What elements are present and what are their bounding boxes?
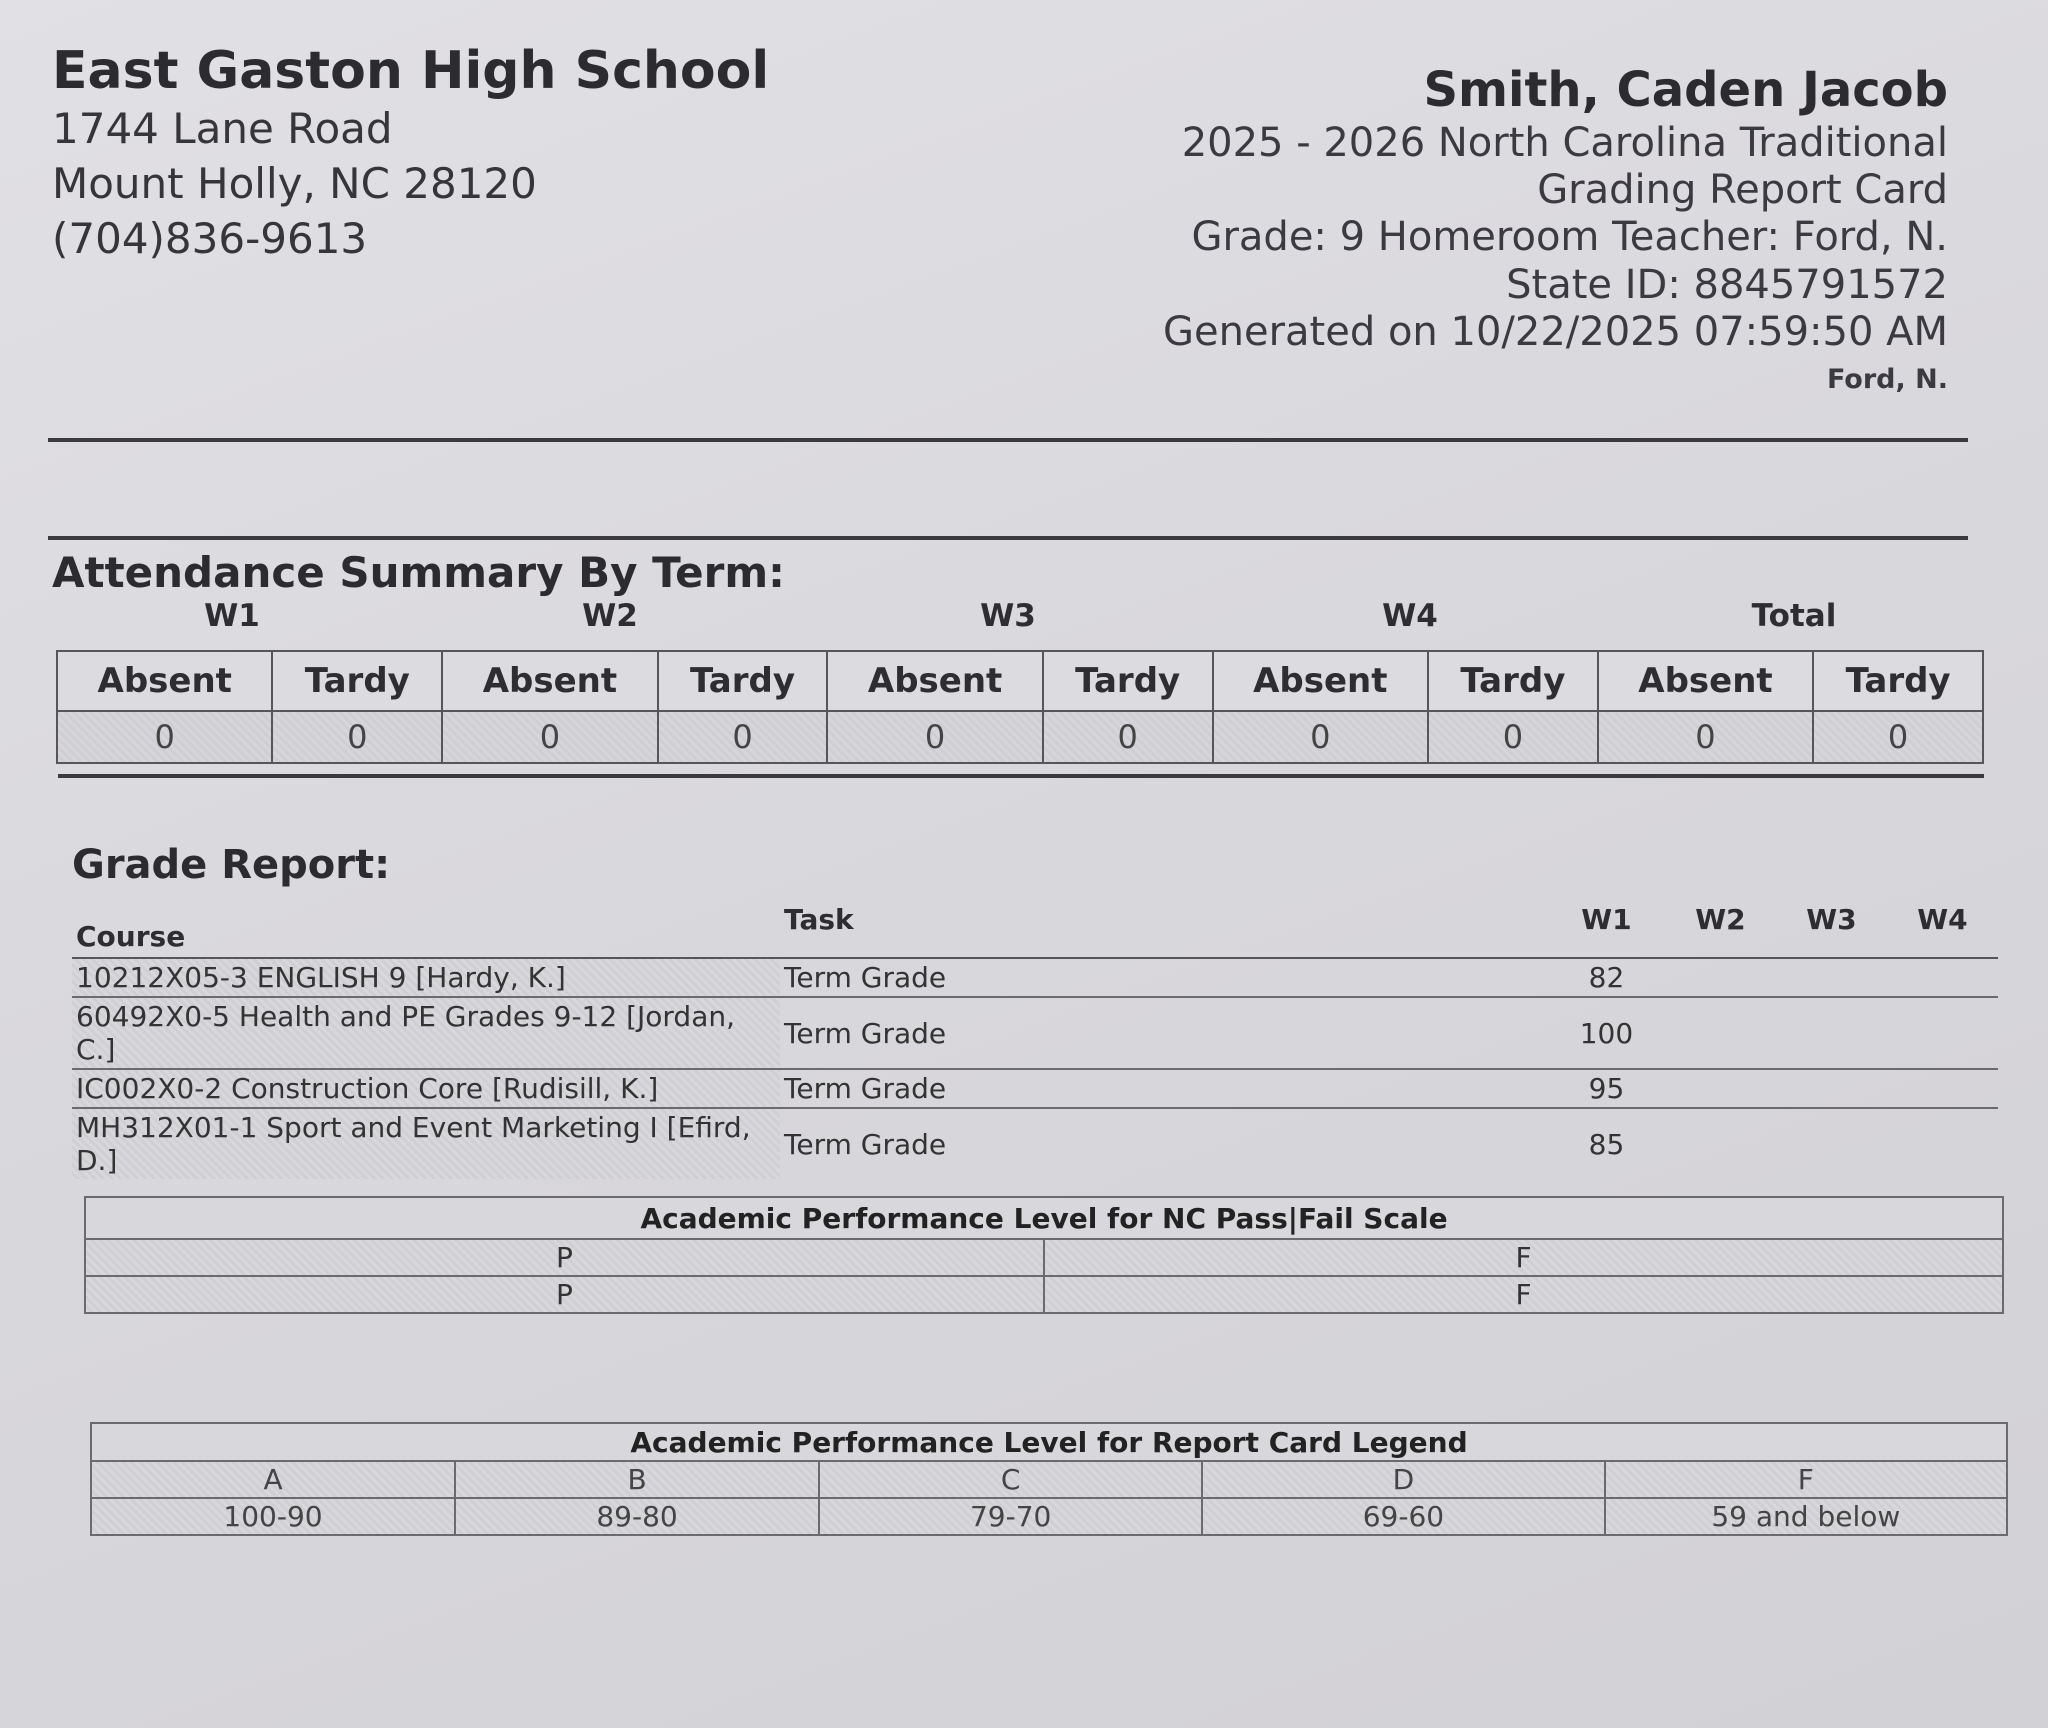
attendance-title: Attendance Summary By Term: xyxy=(52,548,785,597)
absent-header: Absent xyxy=(442,651,657,711)
tardy-value: 0 xyxy=(1428,711,1598,763)
teacher-name: Ford, N. xyxy=(1826,363,1948,395)
w3-header: W3 xyxy=(1776,882,1887,958)
term-header: W3 xyxy=(980,598,1036,634)
school-city: Mount Holly, NC 28120 xyxy=(52,158,537,208)
school-address: 1744 Lane Road xyxy=(52,104,393,154)
legend-letter: D xyxy=(1202,1461,1604,1498)
tardy-header: Tardy xyxy=(272,651,442,711)
w3-grade xyxy=(1776,1069,1887,1108)
absent-header: Absent xyxy=(1213,651,1428,711)
term-header: Total xyxy=(1751,598,1837,634)
school-phone: (704)836-9613 xyxy=(52,213,368,263)
school-name: East Gaston High School xyxy=(52,41,770,101)
term-header: W2 xyxy=(582,598,638,634)
absent-value: 0 xyxy=(1213,711,1428,763)
w1-grade: 82 xyxy=(1548,958,1665,997)
term-header: W1 xyxy=(204,598,260,634)
grade-report-title: Grade Report: xyxy=(72,842,391,888)
legend-letter: A xyxy=(91,1461,455,1498)
task-header: Task xyxy=(780,882,1548,958)
absent-header: Absent xyxy=(57,651,272,711)
w2-grade xyxy=(1665,997,1776,1069)
absent-value: 0 xyxy=(442,711,657,763)
state-id: State ID: 8845791572 xyxy=(1506,261,1948,308)
course-header: Course xyxy=(72,882,780,958)
grade-legend-table xyxy=(90,1422,2008,1536)
legend-range: 59 and below xyxy=(1605,1498,2007,1535)
w3-grade xyxy=(1776,1108,1887,1179)
w4-grade xyxy=(1887,1069,1998,1108)
tardy-value: 0 xyxy=(1043,711,1213,763)
tardy-header: Tardy xyxy=(1428,651,1598,711)
legend-letter: B xyxy=(455,1461,819,1498)
divider xyxy=(48,536,1968,540)
course-cell: 60492X0-5 Health and PE Grades 9-12 [Jordan, C.] xyxy=(72,997,780,1069)
tardy-header: Tardy xyxy=(1813,651,1983,711)
table-row xyxy=(72,958,1998,997)
w2-header: W2 xyxy=(1665,882,1776,958)
tardy-value: 0 xyxy=(272,711,442,763)
school-header xyxy=(52,40,769,266)
student-header xyxy=(1163,60,1948,395)
absent-value: 0 xyxy=(1598,711,1813,763)
w2-grade xyxy=(1665,1069,1776,1108)
w1-header: W1 xyxy=(1548,882,1665,958)
generated-timestamp: Generated on 10/22/2025 07:59:50 AM xyxy=(1163,308,1948,355)
task-cell: Term Grade xyxy=(780,958,1548,997)
fail-cell: F xyxy=(1044,1276,2003,1313)
w3-grade xyxy=(1776,958,1887,997)
w2-grade xyxy=(1665,958,1776,997)
tardy-header: Tardy xyxy=(658,651,828,711)
grade-table xyxy=(72,882,1998,1179)
report-title-line1: 2025 - 2026 North Carolina Traditional xyxy=(1181,120,1948,166)
w2-grade xyxy=(1665,1108,1776,1179)
pass-fail-scale-table xyxy=(84,1196,2004,1314)
legend-title: Academic Performance Level for Report Card Legend xyxy=(91,1423,2007,1461)
report-title-line2: Grading Report Card xyxy=(1537,167,1948,214)
legend-range: 100-90 xyxy=(91,1498,455,1535)
tardy-value: 0 xyxy=(1813,711,1983,763)
attendance-table xyxy=(56,650,1984,764)
legend-letter: F xyxy=(1605,1461,2007,1498)
w1-grade: 85 xyxy=(1588,1127,1625,1161)
w1-grade: 95 xyxy=(1548,1069,1665,1108)
course-cell: MH312X01-1 Sport and Event Marketing I [Efird, D.] xyxy=(72,1108,780,1179)
course-cell: IC002X0-2 Construction Core [Rudisill, K.] xyxy=(72,1069,780,1108)
fail-cell: F xyxy=(1044,1239,2003,1276)
task-cell: Term Grade xyxy=(780,1069,1548,1108)
pass-cell: P xyxy=(85,1239,1044,1276)
legend-range: 89-80 xyxy=(455,1498,819,1535)
w4-grade xyxy=(1887,997,1998,1069)
pass-fail-title: Academic Performance Level for NC Pass|Fail Scale xyxy=(85,1197,2003,1239)
course-cell: 10212X05-3 ENGLISH 9 [Hardy, K.] xyxy=(72,958,780,997)
legend-range: 79-70 xyxy=(819,1498,1202,1535)
legend-range: 69-60 xyxy=(1202,1498,1604,1535)
table-row xyxy=(72,1108,1998,1179)
table-row xyxy=(85,1276,2003,1313)
table-row xyxy=(91,1498,2007,1535)
divider xyxy=(58,774,1984,778)
attendance-term-headers xyxy=(56,598,1984,640)
tardy-value: 0 xyxy=(658,711,828,763)
w3-grade xyxy=(1776,997,1887,1069)
absent-value: 0 xyxy=(827,711,1042,763)
absent-header: Absent xyxy=(1598,651,1813,711)
grade-homeroom: Grade: 9 Homeroom Teacher: Ford, N. xyxy=(1191,214,1948,261)
student-name: Smith, Caden Jacob xyxy=(1423,62,1948,118)
table-row xyxy=(72,1069,1998,1108)
table-row xyxy=(85,1239,2003,1276)
absent-header: Absent xyxy=(827,651,1042,711)
absent-value: 0 xyxy=(57,711,272,763)
w4-grade xyxy=(1887,958,1998,997)
pass-cell: P xyxy=(85,1276,1044,1313)
w4-grade xyxy=(1887,1108,1998,1179)
w4-header: W4 xyxy=(1887,882,1998,958)
tardy-header: Tardy xyxy=(1043,651,1213,711)
legend-letter: C xyxy=(819,1461,1202,1498)
task-cell: Term Grade xyxy=(780,997,1548,1069)
w1-grade: 100 xyxy=(1548,997,1665,1069)
divider xyxy=(48,438,1968,442)
table-row xyxy=(91,1461,2007,1498)
table-row xyxy=(72,997,1998,1069)
task-cell: Term Grade xyxy=(784,1127,947,1161)
term-header: W4 xyxy=(1382,598,1438,634)
